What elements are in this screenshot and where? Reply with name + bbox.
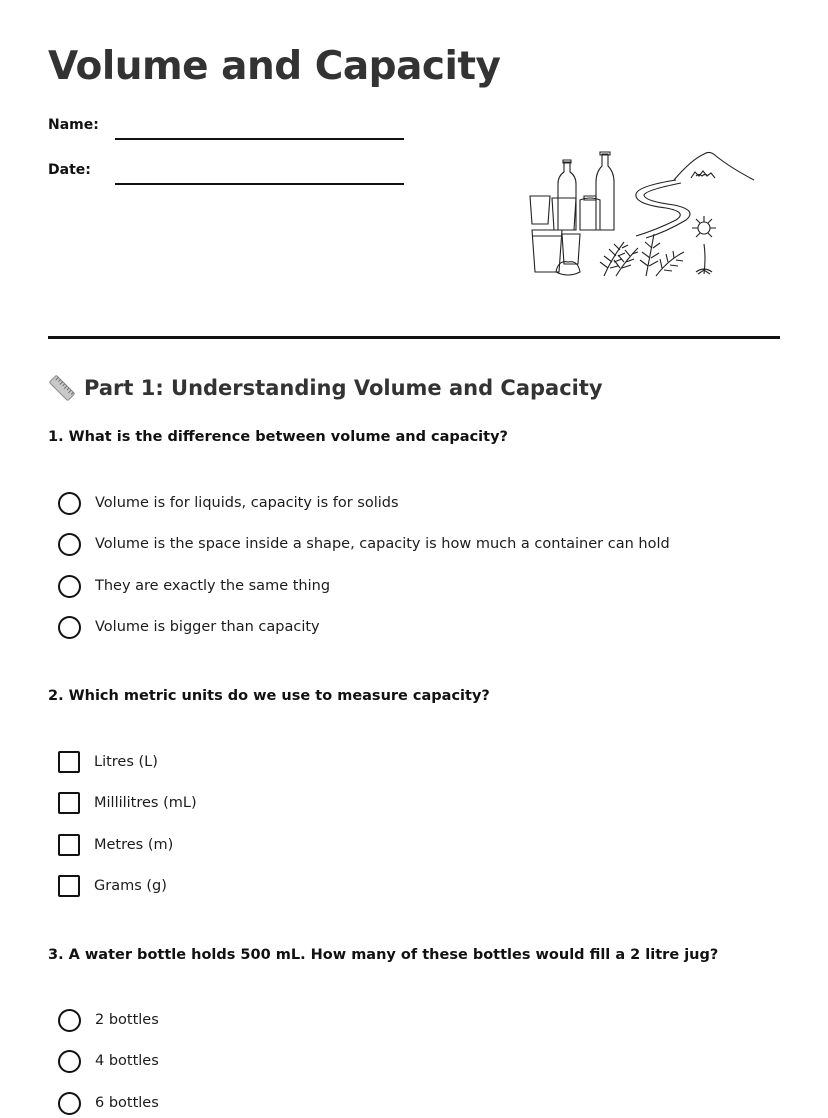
checkbox[interactable] (58, 751, 80, 773)
q1-option-2[interactable] (58, 532, 670, 556)
date-label: Date: (48, 162, 91, 178)
question-3: 3. A water bottle holds 500 mL. How many of these bottles would fill a 2 litre jug? (48, 947, 719, 963)
radio-button[interactable] (58, 1050, 81, 1073)
q2-option-4[interactable] (58, 874, 167, 898)
q1-option-4[interactable] (58, 615, 320, 639)
option-label: Volume is the space inside a shape, capacity is how much a container can hold (95, 536, 670, 552)
question-1: 1. What is the difference between volume and capacity? (48, 429, 508, 445)
q3-option-2[interactable] (58, 1049, 159, 1073)
q1-option-1[interactable] (58, 491, 399, 515)
name-field[interactable] (115, 138, 404, 140)
radio-button[interactable] (58, 492, 81, 515)
question-2: 2. Which metric units do we use to measure capacity? (48, 688, 490, 704)
ruler-icon (48, 374, 76, 402)
radio-button[interactable] (58, 1092, 81, 1115)
option-label: 6 bottles (95, 1095, 159, 1111)
option-label: 4 bottles (95, 1053, 159, 1069)
option-label: 2 bottles (95, 1012, 159, 1028)
part-1-heading-text: Part 1: Understanding Volume and Capacity (84, 376, 603, 400)
q2-option-3[interactable] (58, 833, 173, 857)
option-label: Metres (m) (94, 837, 174, 853)
section-divider (48, 336, 780, 339)
q3-option-3[interactable] (58, 1091, 159, 1115)
radio-button[interactable] (58, 1009, 81, 1032)
radio-button[interactable] (58, 575, 81, 598)
q2-option-1[interactable] (58, 750, 158, 774)
q1-option-3[interactable] (58, 574, 330, 598)
q3-option-1[interactable] (58, 1008, 159, 1032)
part-1-heading (48, 374, 603, 402)
option-label: Litres (L) (94, 754, 158, 770)
name-label: Name: (48, 117, 99, 133)
q2-option-2[interactable] (58, 791, 197, 815)
radio-button[interactable] (58, 533, 81, 556)
option-label: They are exactly the same thing (95, 578, 331, 594)
worksheet-title: Volume and Capacity (48, 44, 501, 89)
option-label: Millilitres (mL) (94, 795, 197, 811)
date-field[interactable] (115, 183, 404, 185)
checkbox[interactable] (58, 792, 80, 814)
radio-button[interactable] (58, 616, 81, 639)
option-label: Grams (g) (94, 878, 167, 894)
bottles-landscape-illustration (526, 148, 758, 282)
option-label: Volume is for liquids, capacity is for solids (95, 495, 399, 511)
checkbox[interactable] (58, 875, 80, 897)
option-label: Volume is bigger than capacity (95, 619, 320, 635)
checkbox[interactable] (58, 834, 80, 856)
